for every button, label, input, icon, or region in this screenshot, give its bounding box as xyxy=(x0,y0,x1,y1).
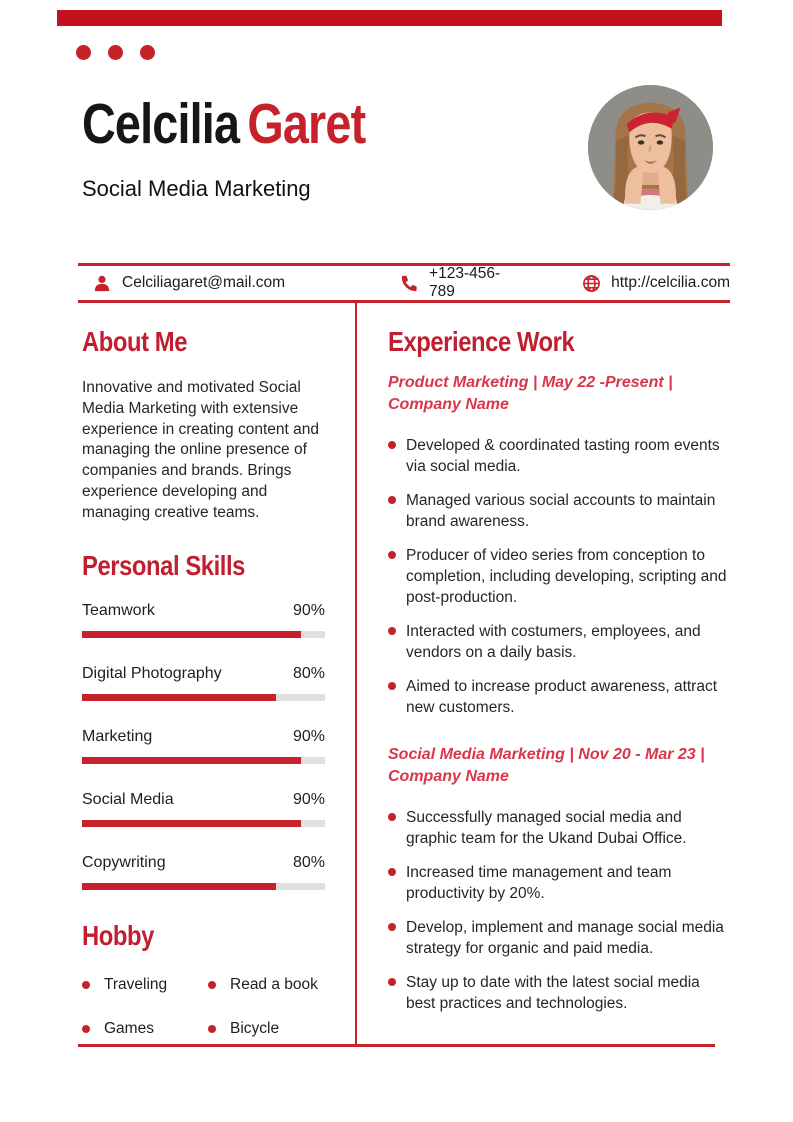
bullet-text: Producer of video series from conception to completion, including developing, scripting and post-production. xyxy=(406,547,727,606)
phone-icon xyxy=(399,273,419,293)
experience-bullet xyxy=(388,435,733,477)
experience-bullet xyxy=(388,917,733,959)
experience-bullet xyxy=(388,862,733,904)
bullet-icon xyxy=(208,1025,216,1033)
skill-row xyxy=(82,602,325,638)
hobby-heading: Hobby xyxy=(82,919,154,951)
skill-row xyxy=(82,665,325,701)
bullet-icon xyxy=(388,441,396,449)
bullet-text: Interacted with costumers, employees, and vendors on a daily basis. xyxy=(406,623,701,661)
first-name: Celcilia xyxy=(82,92,240,156)
bullet-icon xyxy=(82,981,90,989)
bullet-icon xyxy=(208,981,216,989)
bullet-icon xyxy=(388,868,396,876)
experience-bullet xyxy=(388,972,733,1014)
bullet-icon xyxy=(388,682,396,690)
skills-heading: Personal Skills xyxy=(82,549,245,581)
bullet-text: Managed various social accounts to maintain brand awareness. xyxy=(406,492,716,530)
bullet-text: Aimed to increase product awareness, attract new customers. xyxy=(406,678,718,716)
experience-bullet xyxy=(388,676,733,718)
skill-percent: 90% xyxy=(292,727,325,745)
profile-photo xyxy=(588,85,713,210)
globe-icon xyxy=(581,273,601,293)
skill-percent: 80% xyxy=(292,664,325,682)
dot-icon xyxy=(76,45,91,60)
contact-website[interactable] xyxy=(581,273,730,293)
skill-bar-fill xyxy=(82,820,301,827)
contact-email[interactable] xyxy=(92,273,285,293)
hobby-label: Traveling xyxy=(104,975,168,993)
hobby-label: Bicycle xyxy=(230,1019,280,1037)
experience-bullet xyxy=(388,807,733,849)
job-title: Product Marketing | May 22 -Present | Company Name xyxy=(388,374,673,413)
skill-bar-track xyxy=(82,757,325,764)
phone-text: +123-456-789 xyxy=(429,265,501,300)
bullet-icon xyxy=(388,627,396,635)
column-divider xyxy=(355,303,357,1045)
skill-bar-track xyxy=(82,694,325,701)
skill-bar-track xyxy=(82,883,325,890)
last-name: Garet xyxy=(247,92,366,156)
bullet-icon xyxy=(388,551,396,559)
experience-job xyxy=(388,372,733,718)
decorative-dots xyxy=(76,45,155,60)
job-subtitle: Social Media Marketing xyxy=(82,176,311,201)
email-text: Celciliagaret@mail.com xyxy=(122,274,286,291)
dot-icon xyxy=(108,45,123,60)
bullet-icon xyxy=(388,978,396,986)
hobby-label: Games xyxy=(104,1019,154,1037)
right-column xyxy=(388,328,733,1014)
bullet-text: Develop, implement and manage social media strategy for organic and paid media. xyxy=(406,919,724,957)
hobby-label: Read a book xyxy=(230,975,318,993)
portrait-illustration xyxy=(588,85,713,210)
skill-label: Teamwork xyxy=(82,601,155,619)
about-text: Innovative and motivated Social Media Marketing with extensive experience in creating content and managing the online presence of companies and brands. Brings experience developing and managing creative teams. xyxy=(82,379,319,521)
bullet-icon xyxy=(82,1025,90,1033)
skill-row xyxy=(82,854,325,890)
contact-phone[interactable] xyxy=(399,265,511,301)
skill-row xyxy=(82,728,325,764)
bullet-text: Stay up to date with the latest social media best practices and technologies. xyxy=(406,974,700,1012)
skill-bar-fill xyxy=(82,757,301,764)
skill-percent: 90% xyxy=(292,790,325,808)
experience-bullet xyxy=(388,490,733,532)
skill-label: Social Media xyxy=(82,790,174,808)
bottom-rule xyxy=(78,1044,715,1047)
bullet-text: Developed & coordinated tasting room events via social media. xyxy=(406,437,720,475)
skill-bar-track xyxy=(82,820,325,827)
person-name xyxy=(82,92,366,156)
experience-bullet xyxy=(388,621,733,663)
hobby-section xyxy=(82,919,325,1038)
hobby-item xyxy=(208,976,325,994)
person-icon xyxy=(92,273,112,293)
website-text: http://celcilia.com xyxy=(611,274,730,291)
skill-label: Copywriting xyxy=(82,853,166,871)
skill-bar-track xyxy=(82,631,325,638)
bullet-text: Increased time management and team productivity by 20%. xyxy=(406,864,672,902)
job-title: Social Media Marketing | Nov 20 - Mar 23 | Company Name xyxy=(388,746,705,785)
experience-heading: Experience Work xyxy=(388,326,575,357)
hobby-item xyxy=(82,1020,208,1038)
top-accent-bar xyxy=(57,10,722,26)
about-heading: About Me xyxy=(82,326,188,357)
skill-percent: 90% xyxy=(292,601,325,619)
skill-label: Marketing xyxy=(82,727,153,745)
experience-bullet xyxy=(388,545,733,608)
skill-label: Digital Photography xyxy=(82,664,222,682)
skills-section xyxy=(82,549,325,890)
hobby-item xyxy=(208,1020,325,1038)
bullet-icon xyxy=(388,923,396,931)
bullet-icon xyxy=(388,813,396,821)
left-column xyxy=(82,328,325,1038)
experience-job xyxy=(388,744,733,1014)
skill-percent: 80% xyxy=(292,853,325,871)
skill-bar-fill xyxy=(82,694,276,701)
skill-bar-fill xyxy=(82,631,301,638)
hobby-item xyxy=(82,976,208,994)
skill-bar-fill xyxy=(82,883,276,890)
bullet-text: Successfully managed social media and graphic team for the Ukand Dubai Office. xyxy=(406,809,687,847)
skill-row xyxy=(82,791,325,827)
contact-bar xyxy=(78,263,730,303)
dot-icon xyxy=(140,45,155,60)
bullet-icon xyxy=(388,496,396,504)
